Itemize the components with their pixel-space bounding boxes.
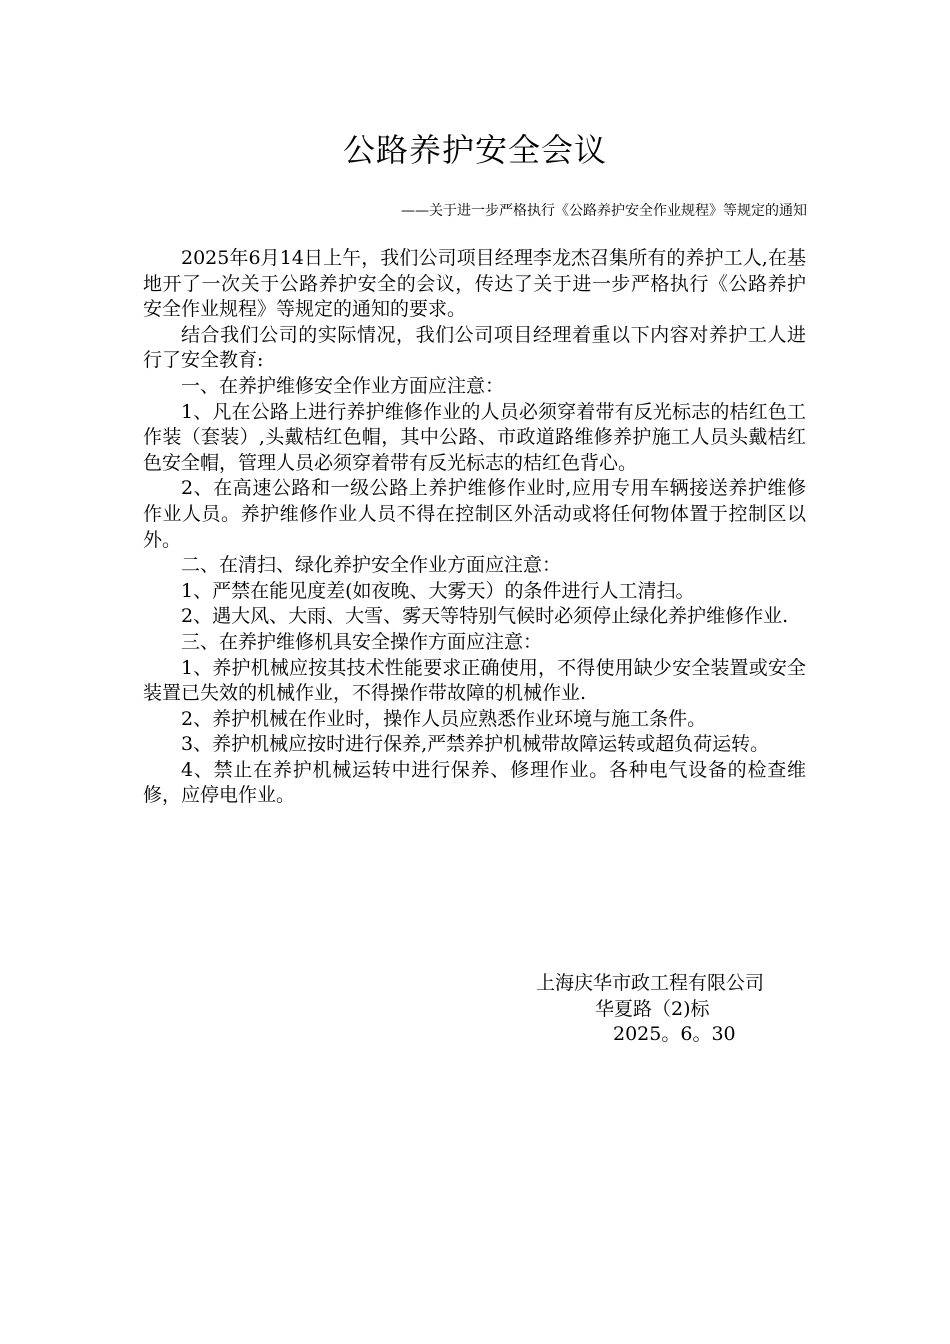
body-paragraph: 2025年6月14日上午，我们公司项目经理李龙杰召集所有的养护工人,在基地开了一次关于公路养护安全的会议，传达了关于进一步严格执行《公路养护安全作业规程》等规定的通知的要求。 [143, 247, 806, 321]
body-paragraph: 1、凡在公路上进行养护维修作业的人员必须穿着带有反光标志的桔红色工作装（套装）,头戴桔红色帽，其中公路、市政道路维修养护施工人员头戴桔红色安全帽，管理人员必须穿着带有反光标志的桔红色背心。 [143, 400, 806, 474]
section-heading: 三、在养护维修机具安全操作方面应注意： [181, 630, 543, 653]
section-heading: 二、在清扫、绿化养护安全作业方面应注意： [181, 554, 562, 577]
body-paragraph: 2、遇大风、大雨、大雪、雾天等特别气候时必须停止绿化养护维修作业. [181, 605, 789, 628]
signature-section: 华夏路（2)标 [595, 997, 710, 1020]
signature-date: 2025。6。30 [613, 1023, 736, 1046]
document-subtitle: ——关于进一步严格执行《公路养护安全作业规程》等规定的通知 [401, 203, 807, 219]
document-body [143, 246, 806, 809]
signature-block [520, 971, 820, 1048]
document-title: 公路养护安全会议 [342, 131, 607, 169]
body-paragraph: 2、养护机械在作业时，操作人员应熟悉作业环境与施工条件。 [181, 707, 707, 730]
body-paragraph: 结合我们公司的实际情况，我们公司项目经理着重以下内容对养护工人进行了安全教育: [143, 323, 806, 372]
section-heading: 一、在养护维修安全作业方面应注意： [181, 374, 505, 397]
body-paragraph: 1、养护机械应按其技术性能要求正确使用，不得使用缺少安全装置或安全装置已失效的机械作业，不得操作带故障的机械作业. [143, 656, 806, 705]
body-paragraph: 4、禁止在养护机械运转中进行保养、修理作业。各种电气设备的检查维修，应停电作业。 [143, 758, 806, 807]
body-paragraph: 2、在高速公路和一级公路上养护维修作业时,应用专用车辆接送养护维修作业人员。养护维修作业人员不得在控制区外活动或将任何物体置于控制区以外。 [143, 477, 806, 551]
body-paragraph: 3、养护机械应按时进行保养,严禁养护机械带故障运转或超负荷运转。 [181, 733, 770, 756]
body-paragraph: 1、严禁在能见度差(如夜晚、大雾天）的条件进行人工清扫。 [181, 579, 695, 602]
signature-company: 上海庆华市政工程有限公司 [536, 972, 765, 994]
